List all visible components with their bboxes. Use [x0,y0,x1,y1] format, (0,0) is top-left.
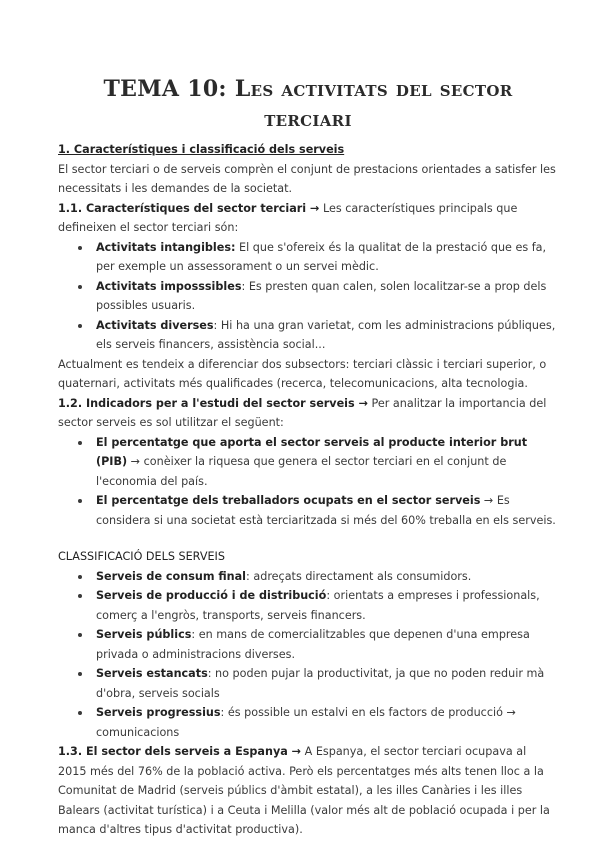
section-1-2-text: Per analitzar la importancia del sector serveis es sol utilitzar el següent: [58,396,547,429]
characteristics-list [58,238,558,355]
section-1-3-text: A Espanya, el sector terciari ocupava al 2015 més del 76% de la població activa. Però els percentatges més alts tenen lloc a la Comunitat de Madrid (serveis públics d'àmbit estatal), a les illes Canàries i les illes Balears (activitat turística) i a Ceuta i Melilla (valor més alt de població ocupada i per la manca d'altres tipus d'activitat productiva). [58,745,550,836]
list-item-term: Serveis de consum final [96,569,247,583]
section-1-1-heading: 1.1. Característiques del sector terciari → [58,201,320,215]
list-item-text: → Es considera si una societat està terciaritzada si més del 60% treballa en els serveis. [96,494,556,527]
section-1-heading: 1. Característiques i classificació dels serveis [58,143,345,156]
list-item-text: : és possible un estalvi en els factors de producció → comunicacions [96,706,516,739]
list-item-term: Serveis estancats [96,667,208,680]
list-item [92,625,558,664]
list-item-text: : en mans de comercialitzables que depenen d'una empresa privada o administracions diverses. [96,628,530,661]
list-item-text: : orientats a empreses i professionals, comerç a l'engròs, transports, serveis financers. [96,589,540,622]
section-1-1-paragraph [58,199,558,238]
list-item-text: : adreçats directament als consumidors. [246,569,472,583]
list-item-text: : no poden pujar la productivitat, ja que no poden reduir mà d'obra, serveis socials [96,667,545,700]
list-item [92,277,558,316]
list-item-term: Serveis públics [96,628,192,641]
classification-list [58,567,558,743]
indicators-list [58,433,558,531]
list-item-term: El percentatge que aporta el sector serveis al producte interior brut (PIB) [96,435,528,468]
page-title: TEMA 10: Les activitats del sector terciari [103,76,513,132]
list-item-term: Serveis progressius [96,706,221,719]
list-item-text: El que s'ofereix és la qualitat de la prestació que es fa, per exemple un assessorament o un servei mèdic. [96,240,547,273]
list-item [92,703,558,742]
list-item [92,664,558,703]
list-item [92,238,558,277]
list-item [92,433,558,492]
list-item-text: → conèixer la riquesa que genera el sector terciari en el conjunt de l'economia del país. [96,455,507,488]
section-1-2-heading: 1.2. Indicadors per a l'estudi del sector serveis → [58,396,368,410]
section-1-2-paragraph [58,394,558,433]
list-item-term: Activitats diverses [96,318,214,332]
section-1-3-heading: 1.3. El sector dels serveis a Espanya → [58,745,302,758]
section-1-intro: El sector terciari o de serveis comprèn el conjunt de prestacions orientades a satisfer les necessitats i les demandes de la societat. [58,162,556,195]
list-item-term: Activitats imposssibles [96,279,242,293]
list-item [92,491,558,530]
list-item [92,316,558,355]
list-item-term: El percentatge dels treballadors ocupats en el sector serveis [96,494,481,507]
classification-heading: CLASSIFICACIÓ DELS SERVEIS [58,550,225,563]
section-1-1-text: Les característiques principals que defineixen el sector terciari són: [58,201,518,234]
list-item [92,567,558,587]
list-item-term: Serveis de producció i de distribució [96,589,327,602]
spacer [58,530,558,543]
list-item-text: : Es presten quan calen, solen localitzar-se a prop dels possibles usuaris. [96,279,547,312]
list-item-term: Activitats intangibles: [96,240,236,254]
list-item-text: : Hi ha una gran varietat, com les administracions públiques, els serveis financers, assistència social... [96,318,556,351]
section-1-1-after: Actualment es tendeix a diferenciar dos subsectors: terciari clàssic i terciari superior, o quaternari, activitats més qualificades (recerca, telecomunicacions, alta tecnologia. [58,357,547,390]
section-1-3-paragraph [58,742,558,840]
list-item [92,586,558,625]
